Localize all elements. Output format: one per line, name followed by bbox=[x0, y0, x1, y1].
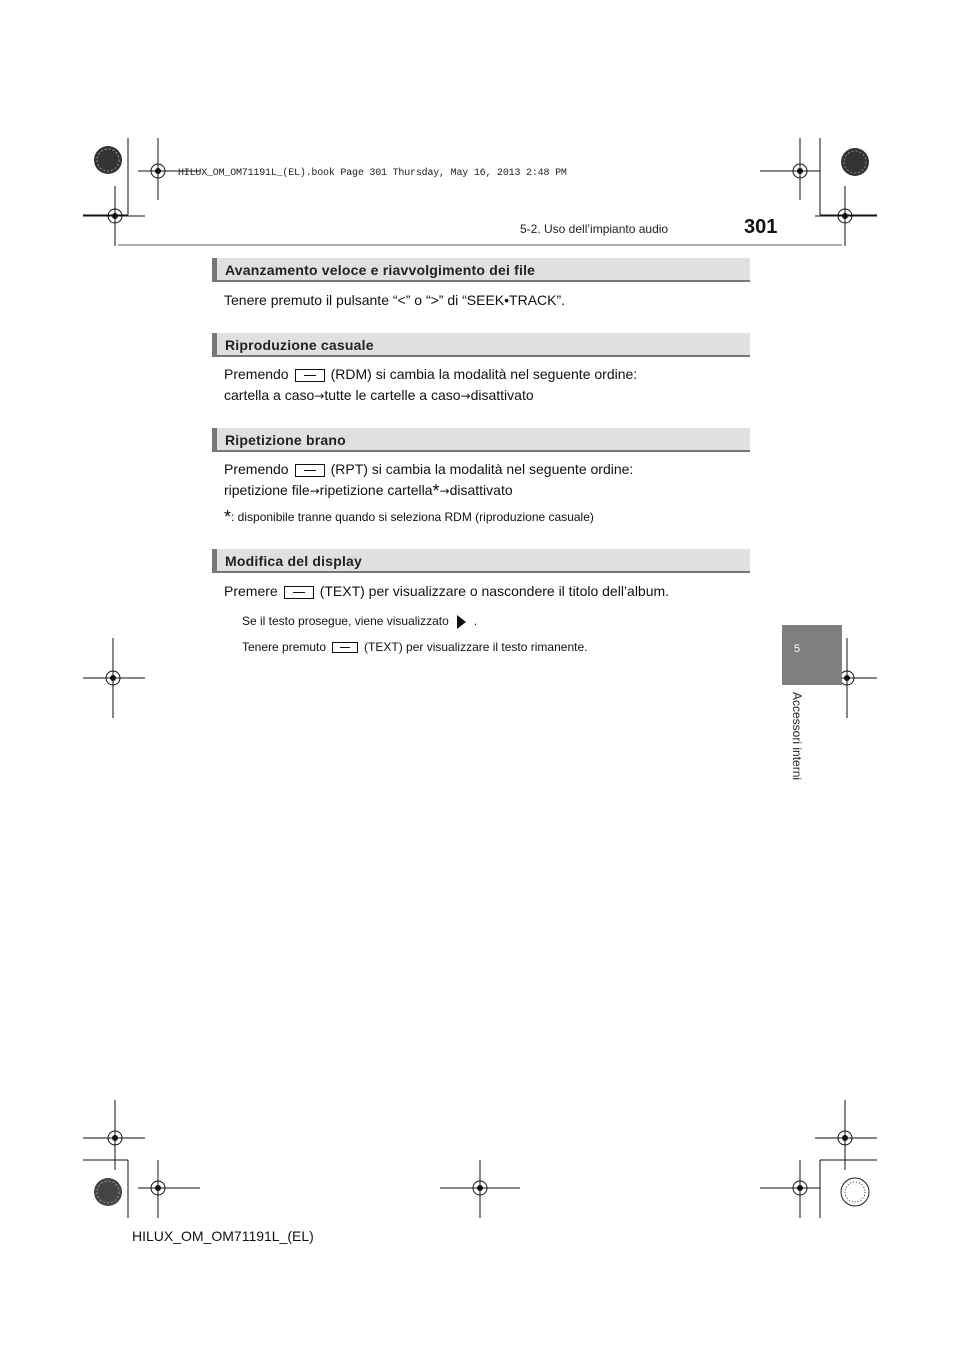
random-line-2: cartella a caso→tutte le cartelle a caso→disattivato bbox=[224, 387, 534, 403]
display-note-1: Se il testo prosegue, viene visualizzato . bbox=[242, 614, 478, 628]
rpt-button-icon bbox=[295, 464, 325, 477]
arrow-icon: → bbox=[439, 484, 450, 498]
text-button-icon bbox=[332, 642, 358, 653]
running-header: 5-2. Uso dell’impianto audio bbox=[520, 222, 669, 236]
arrow-icon: → bbox=[309, 484, 320, 498]
footnote-marker: * bbox=[224, 507, 232, 527]
section-heading-random: Riproduzione casuale bbox=[212, 333, 750, 357]
arrow-icon: → bbox=[460, 389, 471, 403]
repeat-footnote: *: disponibile tranne quando si seleziona RDM (riproduzione casuale) bbox=[224, 507, 594, 527]
footnote-marker: * bbox=[432, 481, 440, 501]
section-heading-repeat: Ripetizione brano bbox=[212, 428, 750, 452]
repeat-line-2: ripetizione file→ripetizione cartella*→disattivato bbox=[224, 481, 513, 501]
section-heading-display: Modifica del display bbox=[212, 549, 750, 573]
display-line-1: Premere (TEXT) per visualizzare o nascondere il titolo dell’album. bbox=[224, 583, 670, 599]
footer-code: HILUX_OM_OM71191L_(EL) bbox=[132, 1228, 314, 1244]
header-rule bbox=[118, 244, 842, 246]
text-button-icon bbox=[284, 586, 314, 599]
chapter-number: 5 bbox=[793, 643, 801, 655]
chapter-title-vertical bbox=[770, 692, 830, 812]
section-heading-fast-forward: Avanzamento veloce e riavvolgimento dei file bbox=[212, 258, 750, 282]
print-info: HILUX_OM_OM71191L_(EL).book Page 301 Thursday, May 16, 2013 2:48 PM bbox=[178, 168, 567, 179]
rdm-button-icon bbox=[295, 369, 325, 382]
chapter-tab bbox=[782, 625, 842, 685]
page-number: 301 bbox=[744, 216, 778, 238]
repeat-line-1: Premendo (RPT) si cambia la modalità nel seguente ordine: bbox=[224, 461, 634, 477]
arrow-icon: → bbox=[314, 389, 325, 403]
random-line-1: Premendo (RDM) si cambia la modalità nel seguente ordine: bbox=[224, 366, 638, 382]
fast-forward-text: Tenere premuto il pulsante “<” o “>” di “SEEK•TRACK”. bbox=[224, 292, 566, 308]
display-note-2: Tenere premuto (TEXT) per visualizzare il testo rimanente. bbox=[242, 640, 588, 654]
play-arrow-icon bbox=[457, 615, 466, 629]
chapter-title: Accessori interni bbox=[790, 692, 804, 781]
